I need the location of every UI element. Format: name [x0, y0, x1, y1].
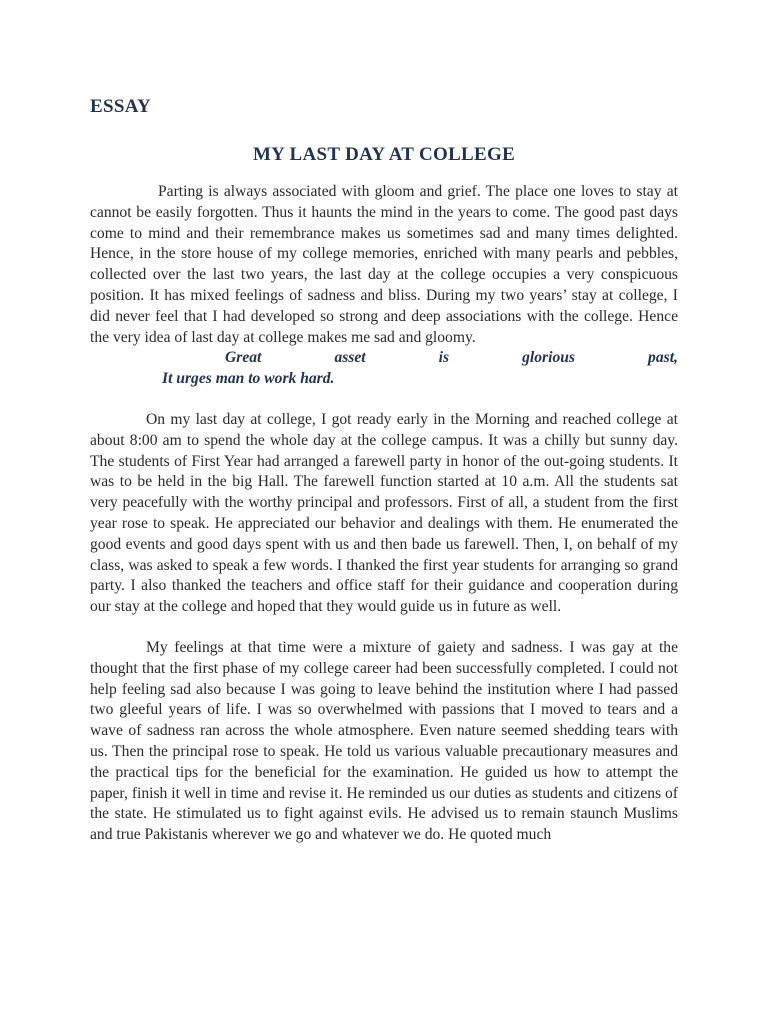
paragraph-3: My feelings at that time were a mixture of gaiety and sadness. I was gay at the thought that the first phase of my college career had been successfully completed. I could not help feeling sad also because I was going to leave behind the institution where I had passed two gleeful years of life. I was so overwhelmed with passions that I moved to tears and a wave of sadness ran across the whole atmosphere. Even nature seemed shedding tears with us. Then the principal rose to speak. He told us various valuable precautionary measures and the practical tips for the beneficial for the examination. He guided us how to attempt the paper, finish it well in time and revise it. He reminded us our duties as students and citizens of the state. He stimulated us to fight against evils. He advised us to remain staunch Muslims and true Pakistanis wherever we go and whatever we do. He quoted much [90, 638, 678, 844]
quote-line-1 [225, 348, 678, 369]
quote-line-2: It urges man to work hard. [162, 370, 335, 388]
essay-page [90, 96, 678, 846]
quote-word: Great [225, 349, 262, 367]
paragraph-1: Parting is always associated with gloom and grief. The place one loves to stay at cannot be easily forgotten. Thus it haunts the mind in the years to come. The good past days come to mind and their remembrance makes us sometimes sad and many times delighted. Hence, in the store house of my college memories, enriched with many pearls and pebbles, collected over the last two years, the last day at the college occupies a very conspicuous position. It has mixed feelings of sadness and bliss. During my two years’ stay at college, I did never feel that I had developed so strong and deep associations with the college. Hence the very idea of last day at college makes me sad and gloomy. [90, 183, 678, 346]
quote-word: past, [648, 349, 678, 367]
quote-word: is [438, 349, 450, 367]
paragraph-2: On my last day at college, I got ready early in the Morning and reached college at about 8:00 am to spend the whole day at the college campus. It was a chilly but sunny day. The students of First Year had arranged a farewell party in honor of the out-going students. It was to be held in the big Hall. The farewell function started at 10 a.m. All the students sat very peacefully with the worthy principal and professors. First of all, a student from the first year rose to speak. He appreciated our behavior and dealings with them. He enumerated the good events and good days spent with us and then bade us farewell. Then, I, on behalf of my class, was asked to speak a few words. I thanked the first year students for arranging so grand party. I also thanked the teachers and office staff for their guidance and cooperation during our stay at the college and hoped that they would guide us in future as well. [90, 410, 678, 616]
document-kind-heading: ESSAY [90, 96, 152, 117]
quote-word: asset [334, 349, 366, 367]
quote-word: glorious [522, 349, 575, 367]
quotation [90, 348, 678, 390]
essay-title: MY LAST DAY AT COLLEGE [252, 144, 516, 165]
